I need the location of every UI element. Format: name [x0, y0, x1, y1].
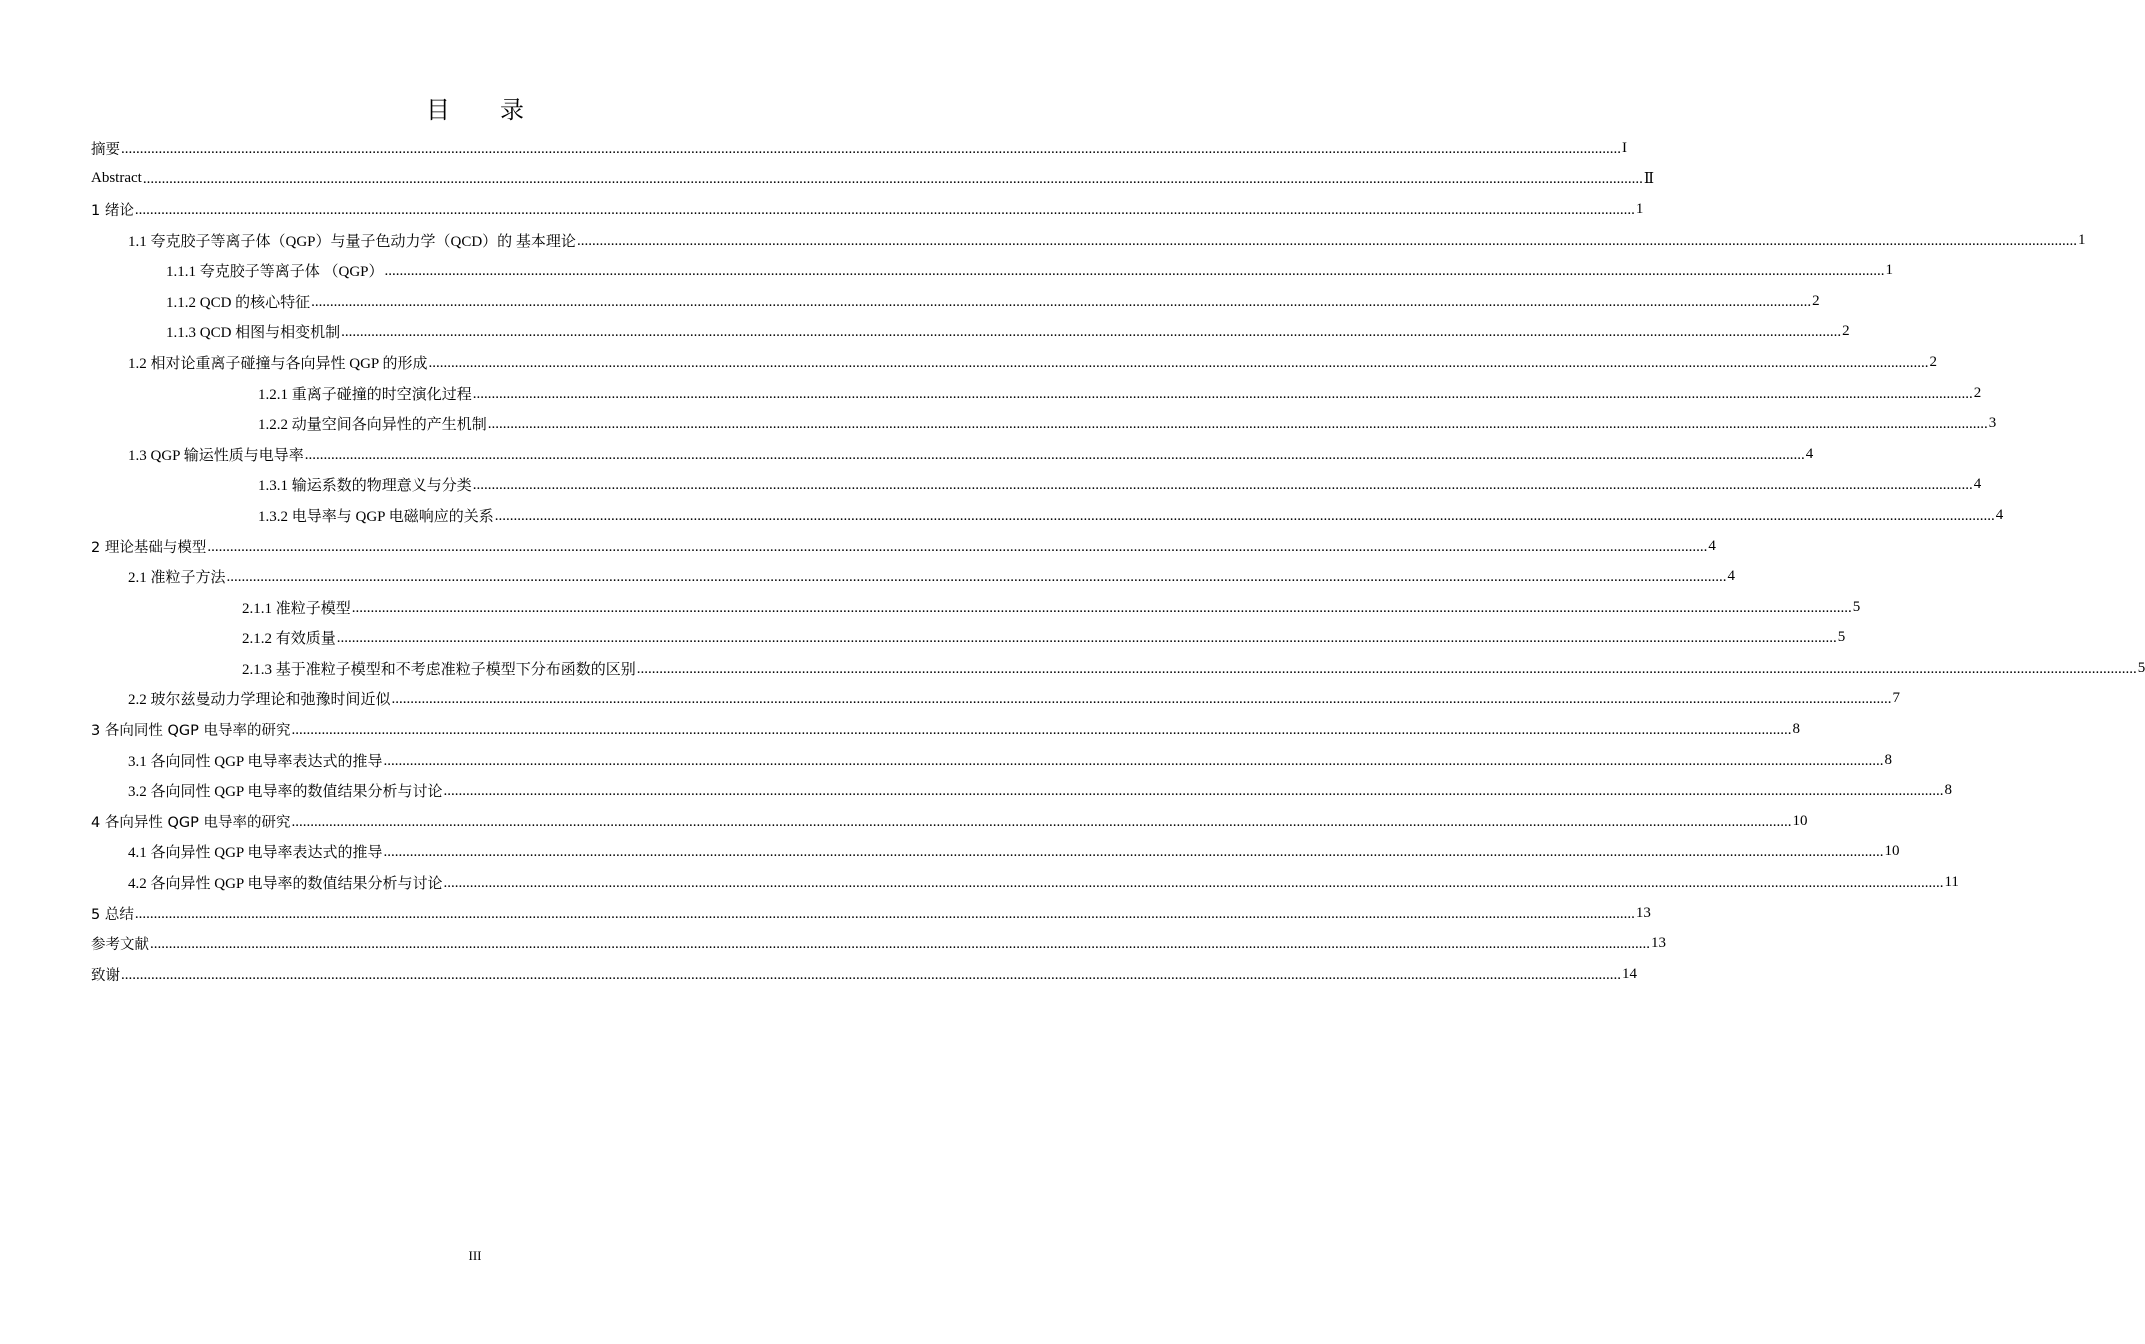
toc-entry-page: 4	[1995, 506, 2004, 523]
page-title-part1: 目	[426, 96, 450, 124]
toc-entry-page: 10	[1792, 812, 1808, 829]
toc-entry-label: 2.2 玻尔兹曼动力学理论和弛豫时间近似	[128, 688, 391, 709]
toc-entry[interactable]	[91, 255, 1894, 286]
toc-leader-dots: ................................................................................................................................................................................................................................................................................................................................................................................................................	[472, 385, 1973, 402]
toc-entry-label: 1.3.1 输运系数的物理意义与分类	[258, 474, 472, 495]
toc-entry-label: 2.1.3 基于准粒子模型和不考虑准粒子模型下分布函数的区别	[242, 658, 636, 679]
toc-entry-label: 摘要	[91, 138, 120, 159]
toc-entry[interactable]	[91, 623, 1846, 654]
toc-entry[interactable]	[91, 317, 1850, 348]
page-number: III	[468, 1248, 482, 1263]
toc-entry-label: 3.2 各向同性 QGP 电导率的数值结果分析与讨论	[128, 780, 442, 801]
page-title	[0, 90, 950, 125]
toc-leader-dots: ................................................................................................................................................................................................................................................................................................................................................................................................................	[487, 416, 1988, 433]
toc-entry[interactable]	[91, 959, 1637, 990]
toc-leader-dots: ................................................................................................................................................................................................................................................................................................................................................................................................................	[383, 844, 1884, 861]
toc-leader-dots: ................................................................................................................................................................................................................................................................................................................................................................................................................	[121, 140, 1621, 157]
toc-leader-dots: ................................................................................................................................................................................................................................................................................................................................................................................................................	[134, 201, 1635, 218]
toc-entry[interactable]	[91, 286, 1820, 317]
toc-entry-label: 1.1.2 QCD 的核心特征	[166, 291, 310, 312]
toc-leader-dots: ................................................................................................................................................................................................................................................................................................................................................................................................................	[226, 569, 1727, 586]
toc-entry-page: 13	[1635, 904, 1651, 921]
toc-leader-dots: ................................................................................................................................................................................................................................................................................................................................................................................................................	[291, 722, 1792, 739]
toc-entry-page: 10	[1884, 843, 1900, 860]
toc-entry-label: 致谢	[91, 964, 120, 985]
toc-entry-label: 2.1 准粒子方法	[128, 566, 226, 587]
toc-entry[interactable]	[91, 225, 2086, 256]
toc-entry-page: 2	[1973, 384, 1982, 401]
toc-entry-page: Ⅱ	[1643, 171, 1655, 188]
toc-leader-dots: ................................................................................................................................................................................................................................................................................................................................................................................................................	[207, 538, 1708, 555]
toc-entry-page: 2	[1842, 323, 1850, 340]
toc-leader-dots: ................................................................................................................................................................................................................................................................................................................................................................................................................	[341, 324, 1842, 341]
toc-entry[interactable]	[91, 837, 1900, 868]
toc-leader-dots: ................................................................................................................................................................................................................................................................................................................................................................................................................	[576, 232, 2077, 249]
toc-entry-page: 8	[1944, 782, 1952, 799]
toc-entry-label: 3.1 各向同性 QGP 电导率表达式的推导	[128, 750, 382, 771]
toc-entry-label: 4.1 各向异性 QGP 电导率表达式的推导	[128, 841, 382, 862]
toc-entry-label: 1.1.1 夸克胶子等离子体 （QGP）	[166, 260, 384, 281]
toc-entry-label: 4 各向异性 QGP 电导率的研究	[91, 811, 290, 832]
toc-entry[interactable]	[91, 164, 1655, 195]
toc-leader-dots: ................................................................................................................................................................................................................................................................................................................................................................................................................	[142, 171, 1643, 188]
toc-entry-page: 13	[1651, 935, 1666, 952]
toc-entry-label: 5 总结	[91, 903, 134, 924]
toc-entry-label: 1 绪论	[91, 199, 134, 220]
page-title-part2: 录	[500, 96, 524, 124]
toc-entry-label: 1.3 QGP 输运性质与电导率	[128, 444, 304, 465]
toc-leader-dots: ................................................................................................................................................................................................................................................................................................................................................................................................................	[443, 875, 1944, 892]
toc-entry[interactable]	[91, 439, 1814, 470]
toc-entry[interactable]	[91, 714, 1800, 745]
toc-entry-page: 8	[1884, 751, 1892, 768]
toc-entry-page: 5	[1837, 629, 1846, 646]
toc-entry[interactable]	[91, 531, 1716, 562]
toc-leader-dots: ................................................................................................................................................................................................................................................................................................................................................................................................................	[134, 905, 1635, 922]
toc-entry[interactable]	[91, 867, 1959, 898]
toc-entry-label: 2 理论基础与模型	[91, 536, 206, 557]
toc-entry-page: 3	[1988, 415, 1997, 432]
toc-entry[interactable]	[91, 928, 1666, 959]
toc-leader-dots: ................................................................................................................................................................................................................................................................................................................................................................................................................	[311, 293, 1812, 310]
toc-entry-page: 1	[1885, 262, 1894, 279]
toc-entry-page: 1	[2077, 231, 2086, 248]
toc-leader-dots: ................................................................................................................................................................................................................................................................................................................................................................................................................	[304, 446, 1805, 463]
toc-entry[interactable]	[91, 378, 1982, 409]
toc-entry-page: 2	[1812, 292, 1820, 309]
toc-entry[interactable]	[91, 806, 1808, 837]
toc-entry[interactable]	[91, 194, 1644, 225]
toc-entry[interactable]	[91, 500, 2004, 531]
toc-leader-dots: ................................................................................................................................................................................................................................................................................................................................................................................................................	[150, 936, 1650, 953]
toc-entry[interactable]	[91, 408, 1997, 439]
toc-entry-label: 1.2.2 动量空间各向异性的产生机制	[258, 413, 487, 434]
toc-entry-label: 1.2 相对论重离子碰撞与各向异性 QGP 的形成	[128, 352, 427, 373]
toc-entry-label: 1.3.2 电导率与 QGP 电磁响应的关系	[258, 505, 494, 526]
toc-leader-dots: ................................................................................................................................................................................................................................................................................................................................................................................................................	[443, 783, 1944, 800]
toc-entry[interactable]	[91, 745, 1892, 776]
toc-entry-label: 2.1.2 有效质量	[242, 627, 336, 648]
toc-entry-label: 1.2.1 重离子碰撞的时空演化过程	[258, 383, 472, 404]
toc-entry-page: 4	[1805, 445, 1814, 462]
toc-entry-label: 参考文献	[91, 933, 149, 954]
toc-entry-page: 7	[1892, 690, 1901, 707]
toc-entry-page: 8	[1792, 721, 1800, 738]
toc-entry-page: 11	[1944, 874, 1959, 891]
toc-entry[interactable]	[91, 898, 1651, 929]
toc-entry[interactable]	[91, 592, 1861, 623]
toc-entry[interactable]	[91, 775, 1952, 806]
toc-leader-dots: ................................................................................................................................................................................................................................................................................................................................................................................................................	[494, 507, 1995, 524]
toc-entry-page: 4	[1708, 537, 1716, 554]
toc-entry-page: 4	[1727, 568, 1736, 585]
toc-entry-page: I	[1622, 139, 1627, 156]
toc-entry[interactable]	[91, 653, 2145, 684]
table-of-contents	[91, 133, 2145, 990]
toc-entry-page: 1	[1635, 200, 1644, 217]
toc-entry-label: Abstract	[91, 170, 142, 187]
toc-entry-label: 1.1 夸克胶子等离子体（QGP）与量子色动力学（QCD）的 基本理论	[128, 230, 576, 251]
toc-entry-label: 3 各向同性 QGP 电导率的研究	[91, 719, 290, 740]
toc-entry-label: 2.1.1 准粒子模型	[242, 597, 351, 618]
toc-entry-page: 2	[1929, 353, 1937, 370]
toc-entry[interactable]	[91, 470, 1982, 501]
toc-entry-label: 4.2 各向异性 QGP 电导率的数值结果分析与讨论	[128, 872, 442, 893]
toc-leader-dots: ................................................................................................................................................................................................................................................................................................................................................................................................................	[472, 477, 1973, 494]
toc-entry-page: 4	[1973, 476, 1982, 493]
toc-entry[interactable]	[91, 561, 1736, 592]
toc-entry[interactable]	[91, 133, 1627, 164]
toc-leader-dots: ................................................................................................................................................................................................................................................................................................................................................................................................................	[391, 691, 1892, 708]
toc-entry-label: 1.1.3 QCD 相图与相变机制	[166, 321, 340, 342]
toc-leader-dots: ................................................................................................................................................................................................................................................................................................................................................................................................................	[636, 660, 2137, 677]
toc-leader-dots: ................................................................................................................................................................................................................................................................................................................................................................................................................	[428, 354, 1929, 371]
toc-leader-dots: ................................................................................................................................................................................................................................................................................................................................................................................................................	[351, 599, 1852, 616]
toc-leader-dots: ................................................................................................................................................................................................................................................................................................................................................................................................................	[291, 813, 1792, 830]
toc-leader-dots: ................................................................................................................................................................................................................................................................................................................................................................................................................	[121, 966, 1621, 983]
toc-leader-dots: ................................................................................................................................................................................................................................................................................................................................................................................................................	[384, 263, 1885, 280]
toc-leader-dots: ................................................................................................................................................................................................................................................................................................................................................................................................................	[336, 630, 1837, 647]
toc-entry-page: 5	[1852, 598, 1861, 615]
toc-entry[interactable]	[91, 684, 1901, 715]
toc-leader-dots: ................................................................................................................................................................................................................................................................................................................................................................................................................	[383, 752, 1884, 769]
toc-entry-page: 5	[2137, 659, 2145, 676]
toc-entry-page: 14	[1622, 965, 1637, 982]
toc-entry[interactable]	[91, 347, 1937, 378]
